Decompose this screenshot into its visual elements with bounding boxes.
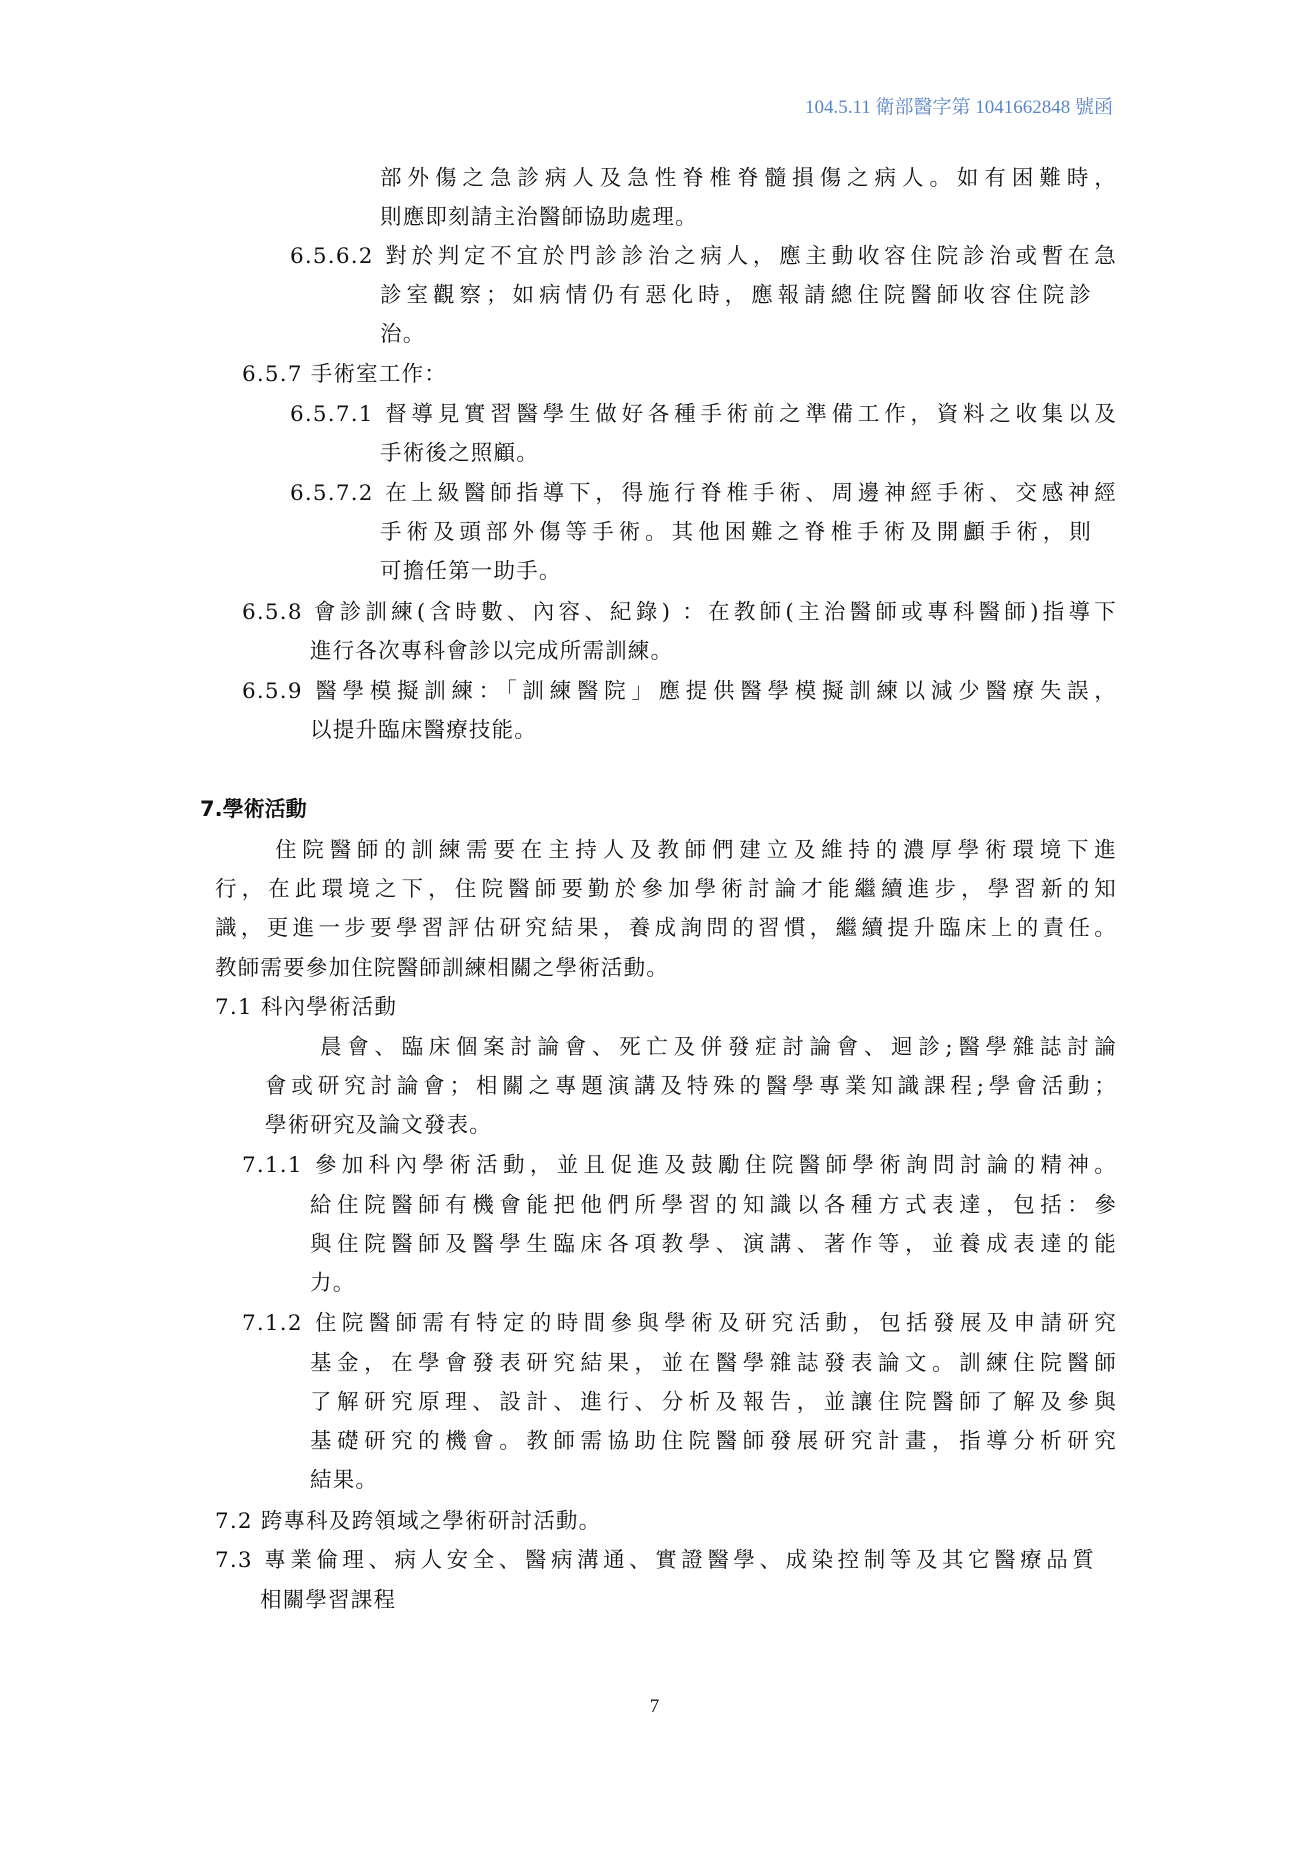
list-item-6-5-9: 6.5.9 醫學模擬訓練：「訓練醫院」應提供醫學模擬訓練以減少醫療失誤， bbox=[242, 679, 1117, 704]
body-line: 部外傷之急診病人及急性脊椎脊髓損傷之病人。如有困難時， bbox=[380, 166, 1117, 191]
paragraph-line: 學術研究及論文發表。 bbox=[265, 1113, 493, 1138]
list-item-6-5-6-2: 6.5.6.2 對於判定不宜於門診診治之病人，應主動收容住院診治或暫在急 bbox=[290, 244, 1117, 269]
list-item-7-1-2: 7.1.2 住院醫師需有特定的時間參與學術及研究活動，包括發展及申請研究 bbox=[242, 1311, 1117, 1336]
body-line: 力。 bbox=[310, 1271, 356, 1296]
paragraph-line: 行，在此環境之下，住院醫師要勤於參加學術討論才能繼續進步，學習新的知 bbox=[215, 877, 1117, 902]
body-line: 則應即刻請主治醫師協助處理。 bbox=[380, 205, 698, 230]
section-heading-7: 7.學術活動 bbox=[200, 797, 307, 821]
body-line: 進行各次專科會診以完成所需訓練。 bbox=[310, 639, 674, 664]
document-reference-header: 104.5.11 衛部醫字第 1041662848 號函 bbox=[804, 97, 1113, 118]
paragraph-line: 識，更進一步要學習評估研究結果，養成詢問的習慣，繼續提升臨床上的責任。 bbox=[215, 916, 1117, 941]
section-heading-7-2: 7.2 跨專科及跨領域之學術研討活動。 bbox=[215, 1509, 602, 1534]
paragraph-line: 教師需要參加住院醫師訓練相關之學術活動。 bbox=[215, 956, 670, 981]
body-line: 診室觀察；如病情仍有惡化時，應報請總住院醫師收容住院診 bbox=[380, 283, 1092, 308]
list-item-6-5-7-1: 6.5.7.1 督導見實習醫學生做好各種手術前之準備工作，資料之收集以及 bbox=[290, 402, 1117, 427]
body-line: 相關學習課程 bbox=[260, 1588, 397, 1613]
body-line: 基礎研究的機會。教師需協助住院醫師發展研究計畫，指導分析研究 bbox=[310, 1429, 1117, 1454]
body-line: 手術及頭部外傷等手術。其他困難之脊椎手術及開顱手術，則 bbox=[380, 520, 1092, 545]
section-heading-7-1: 7.1 科內學術活動 bbox=[215, 995, 398, 1020]
list-item-6-5-7-2: 6.5.7.2 在上級醫師指導下，得施行脊椎手術、周邊神經手術、交感神經 bbox=[290, 481, 1117, 506]
body-line: 可擔任第一助手。 bbox=[380, 559, 562, 584]
list-item-7-1-1: 7.1.1 參加科內學術活動，並且促進及鼓勵住院醫師學術詢問討論的精神。 bbox=[242, 1153, 1117, 1178]
paragraph-line: 晨會、臨床個案討論會、死亡及併發症討論會、迴診;醫學雜誌討論 bbox=[320, 1035, 1117, 1060]
paragraph-line: 會或研究討論會；相關之專題演講及特殊的醫學專業知識課程;學會活動； bbox=[265, 1074, 1117, 1099]
paragraph-line: 住院醫師的訓練需要在主持人及教師們建立及維持的濃厚學術環境下進 bbox=[275, 838, 1117, 863]
page-number: 7 bbox=[649, 1696, 660, 1717]
body-line: 基金，在學會發表研究結果，並在醫學雜誌發表論文。訓練住院醫師 bbox=[310, 1351, 1117, 1376]
list-item-6-5-8: 6.5.8 會診訓練(含時數、內容、紀錄) ：在教師(主治醫師或專科醫師)指導下 bbox=[242, 600, 1117, 625]
body-line: 以提升臨床醫療技能。 bbox=[310, 718, 538, 743]
body-line: 結果。 bbox=[310, 1468, 379, 1493]
body-line: 治。 bbox=[380, 322, 426, 347]
section-heading-6-5-7: 6.5.7 手術室工作： bbox=[242, 362, 447, 387]
body-line: 了解研究原理、設計、進行、分析及報告，並讓住院醫師了解及參與 bbox=[310, 1390, 1117, 1415]
section-heading-7-3: 7.3 專業倫理、病人安全、醫病溝通、實證醫學、成染控制等及其它醫療品質 bbox=[215, 1548, 1095, 1573]
body-line: 給住院醫師有機會能把他們所學習的知識以各種方式表達，包括：參 bbox=[310, 1193, 1117, 1218]
body-line: 手術後之照顧。 bbox=[380, 441, 539, 466]
body-line: 與住院醫師及醫學生臨床各項教學、演講、著作等，並養成表達的能 bbox=[310, 1232, 1117, 1257]
